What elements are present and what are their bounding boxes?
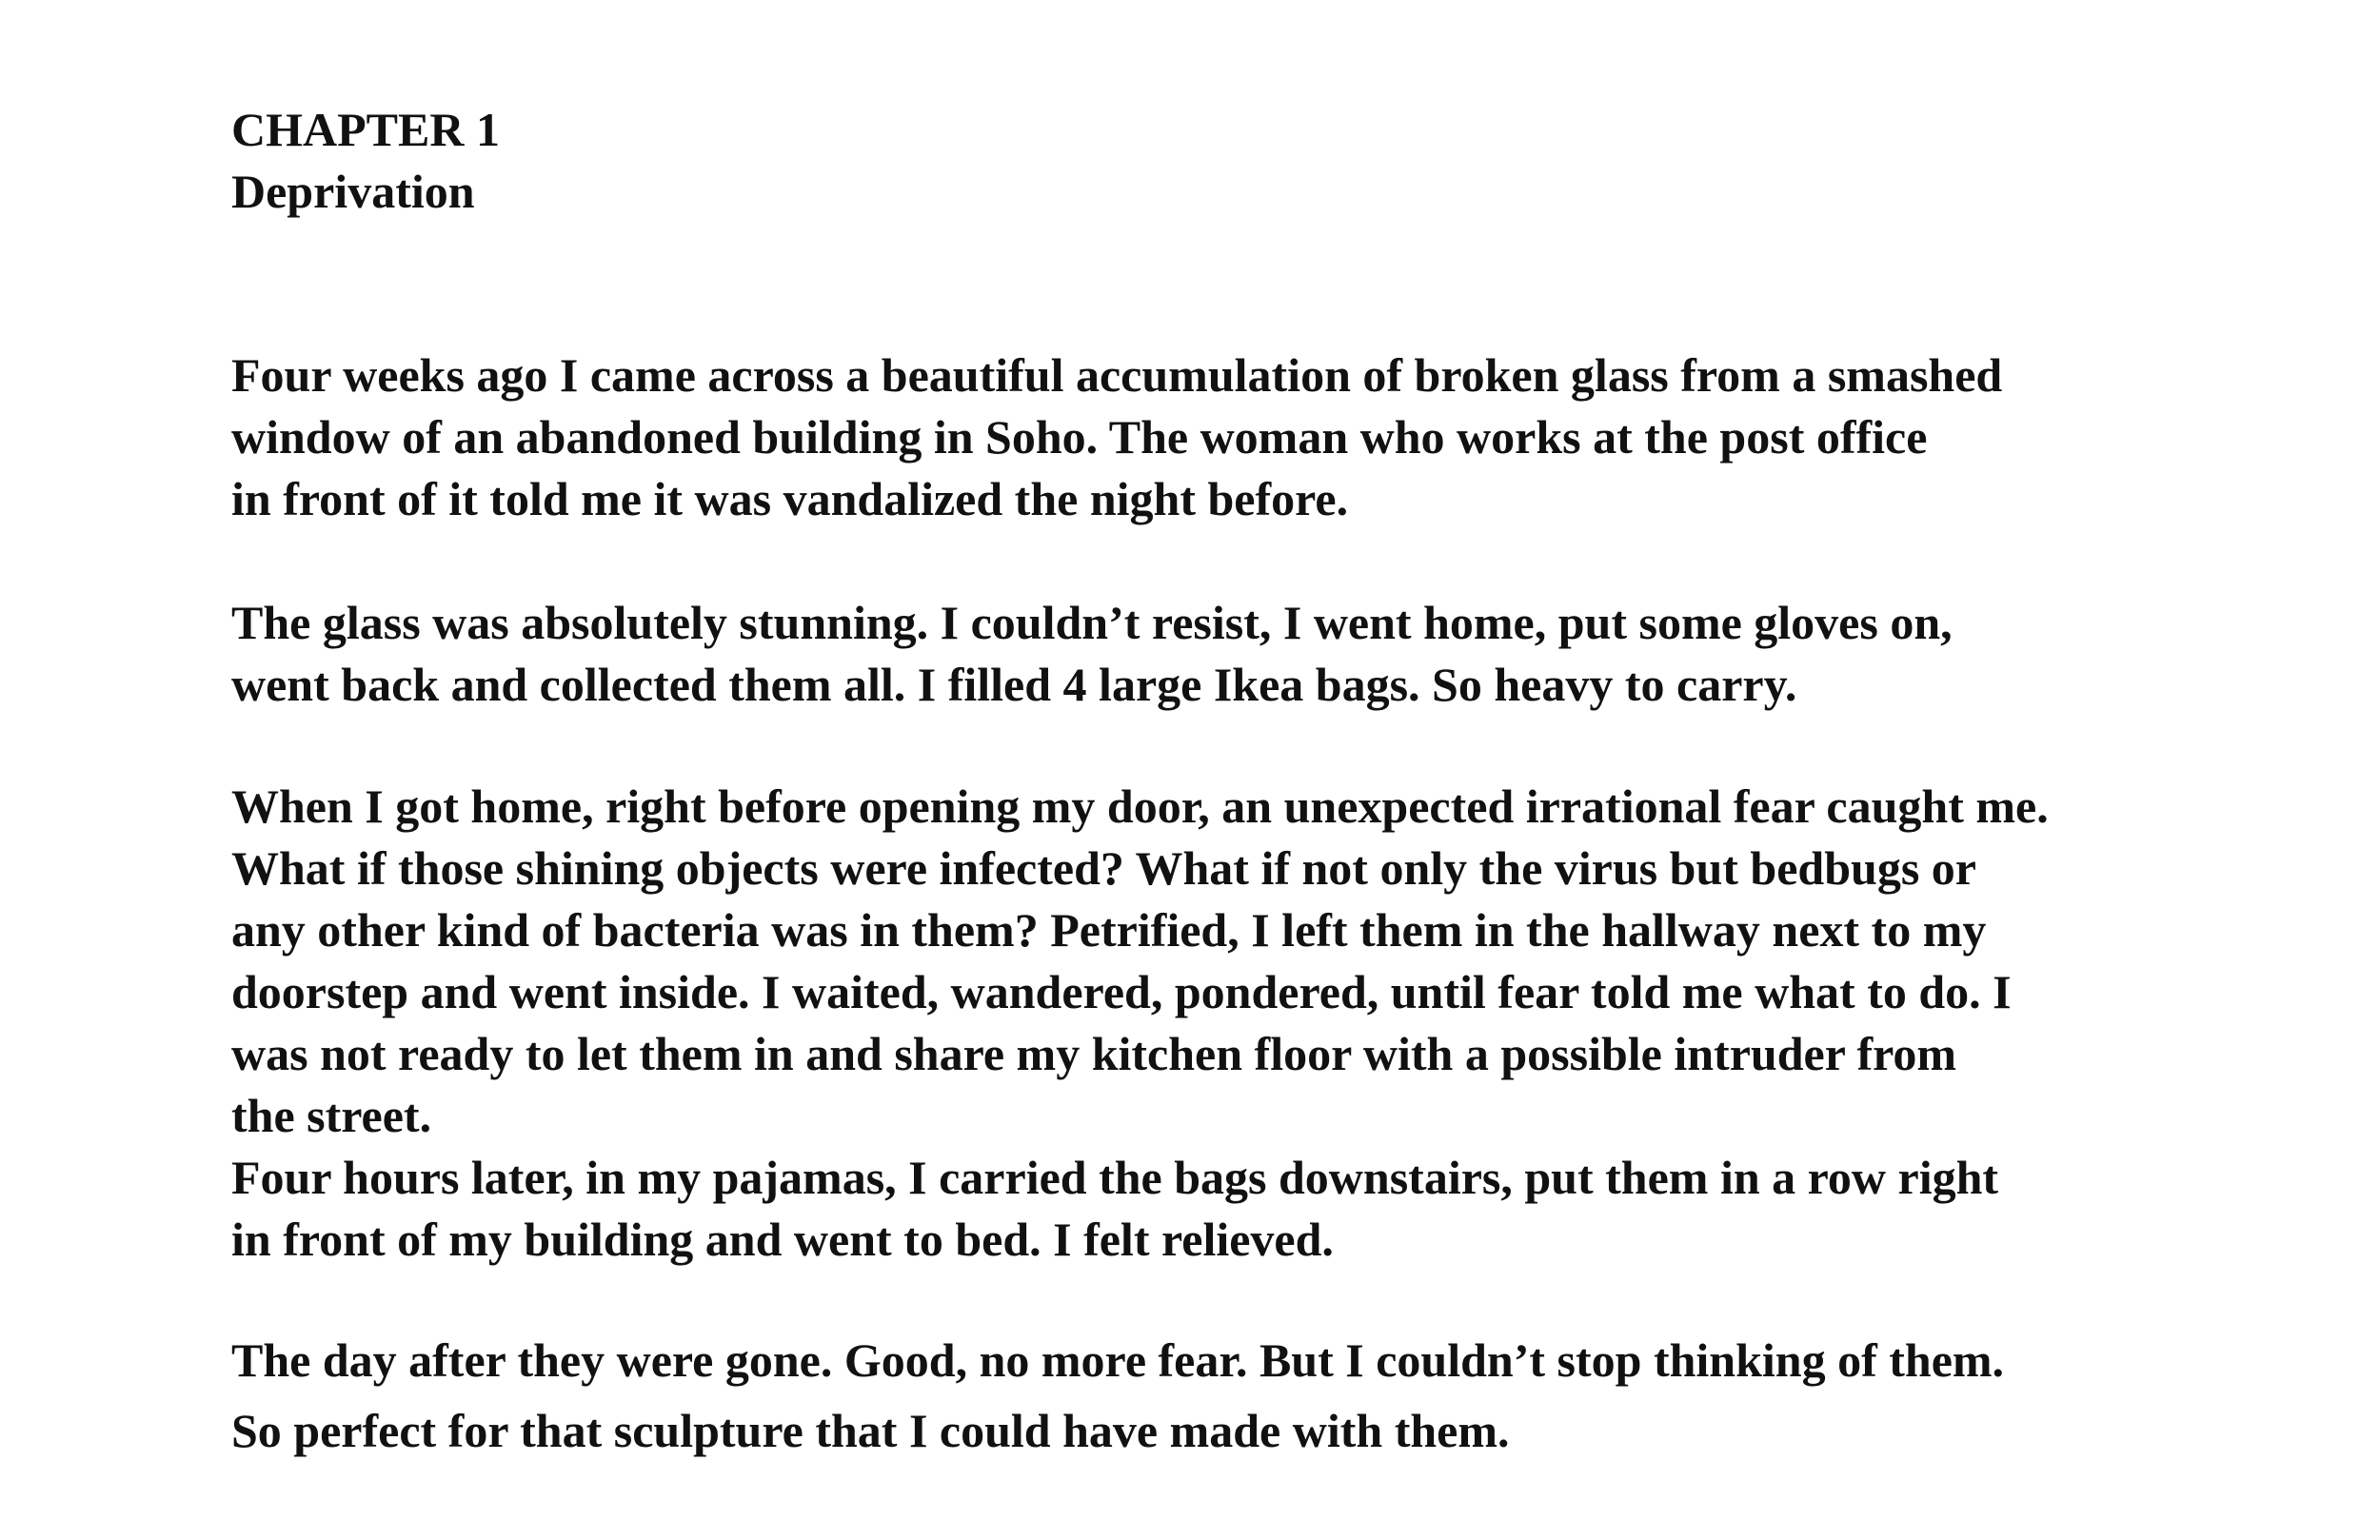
chapter-number: CHAPTER 1 (231, 103, 500, 156)
paragraph-line: What if those shining objects were infected? What if not only the virus but bedbugs or (231, 841, 1976, 895)
paragraph-line: The day after they were gone. Good, no more fear. But I couldn’t stop thinking of them. (231, 1333, 2005, 1387)
paragraph-line: in front of my building and went to bed. I felt relieved. (231, 1213, 1334, 1266)
paragraph-line: any other kind of bacteria was in them? Petrified, I left them in the hallway next to my (231, 903, 1987, 957)
paragraph-line: in front of it told me it was vandalized the night before. (231, 472, 1349, 525)
paragraph-line: window of an abandoned building in Soho. The woman who works at the post office (231, 410, 1928, 464)
paragraph-line: Four hours later, in my pajamas, I carried the bags downstairs, put them in a row right (231, 1151, 1999, 1204)
paragraph-1 (231, 345, 2002, 530)
paragraph-line: Four weeks ago I came across a beautiful accumulation of broken glass from a smashed (231, 348, 2003, 402)
paragraph-line: So perfect for that sculpture that I could have made with them. (231, 1404, 1510, 1457)
paragraph-line: When I got home, right before opening my door, an unexpected irrational fear caught me. (231, 780, 2049, 833)
chapter-heading (231, 99, 500, 223)
paragraph-line: The glass was absolutely stunning. I couldn’t resist, I went home, put some gloves on, (231, 596, 1953, 649)
paragraph-2 (231, 592, 1953, 716)
paragraph-line: went back and collected them all. I filled 4 large Ikea bags. So heavy to carry. (231, 658, 1797, 711)
chapter-title: Deprivation (231, 165, 475, 218)
paragraph-3 (231, 776, 2049, 1271)
paragraph-line: the street. (231, 1089, 432, 1142)
paragraph-line: was not ready to let them in and share my kitchen floor with a possible intruder from (231, 1027, 1957, 1080)
paragraph-line: doorstep and went inside. I waited, wandered, pondered, until fear told me what to do. I (231, 965, 2012, 1018)
paragraph-4 (231, 1330, 2004, 1471)
